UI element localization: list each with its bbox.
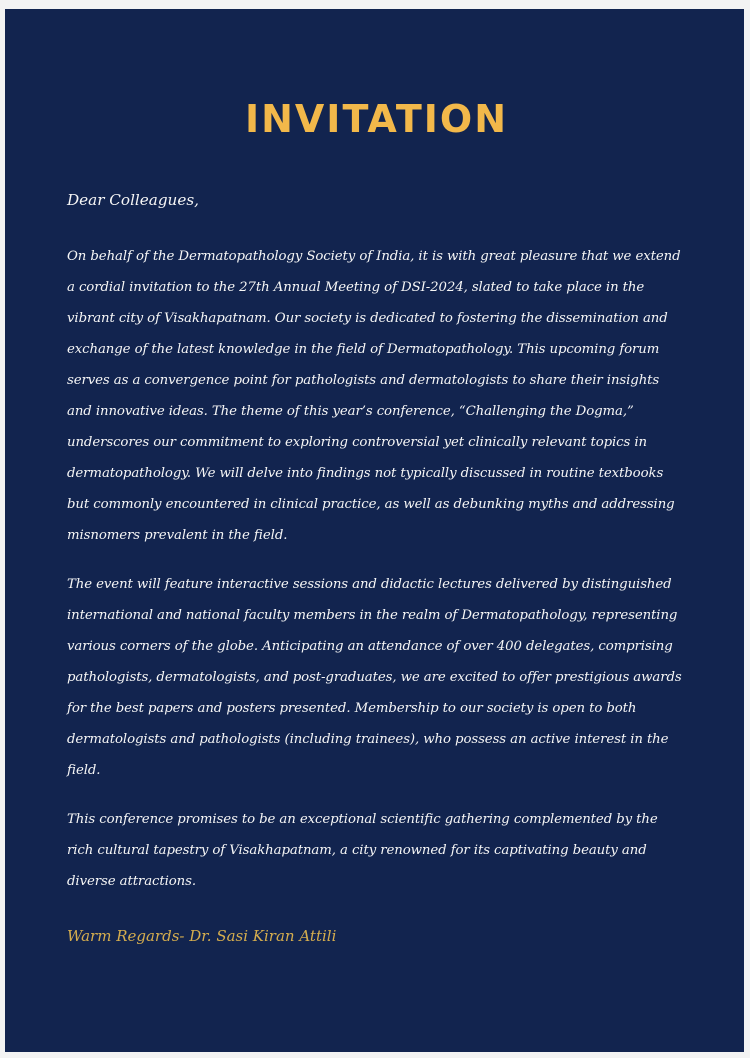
paragraph-event-details: The event will feature interactive sessions and didactic lectures delivered by distinguished international and national faculty members in the realm of Dermatopathology, representing various corners of the globe. Anticipating an attendance of over 400 delegates, comprising pathologists, dermatologists, and post-graduates, we are excited to offer prestigious awards for the best papers and posters presented. Membership to our society is open to both dermatologists and pathologists (including trainees), who possess an active interest in the field.: [67, 577, 682, 778]
paragraph-intro: On behalf of the Dermatopathology Society of India, it is with great pleasure that we extend a cordial invitation to the 27th Annual Meeting of DSI-2024, slated to take place in the vibrant city of Visakhapatnam. Our society is dedicated to fostering the dissemination and exchange of the latest knowledge in the field of Dermatopathology. This upcoming forum serves as a convergence point for pathologists and dermatologists to share their insights and innovative ideas. The theme of this year’s conference, “Challenging the Dogma,” underscores our commitment to exploring controversial yet clinically relevant topics in dermatopathology. We will delve into findings not typically discussed in routine textbooks but commonly encountered in clinical practice, as well as debunking myths and addressing misnomers prevalent in the field.: [67, 249, 681, 543]
signature-line: Warm Regards- Dr. Sasi Kiran Attili: [67, 927, 337, 945]
paragraph-closing: This conference promises to be an exceptional scientific gathering complemented by the rich cultural tapestry of Visakhapatnam, a city renowned for its captivating beauty and diverse attractions.: [67, 812, 658, 889]
greeting: Dear Colleagues,: [67, 191, 199, 209]
invitation-letter: [5, 9, 744, 1052]
invitation-title: INVITATION: [244, 97, 509, 141]
